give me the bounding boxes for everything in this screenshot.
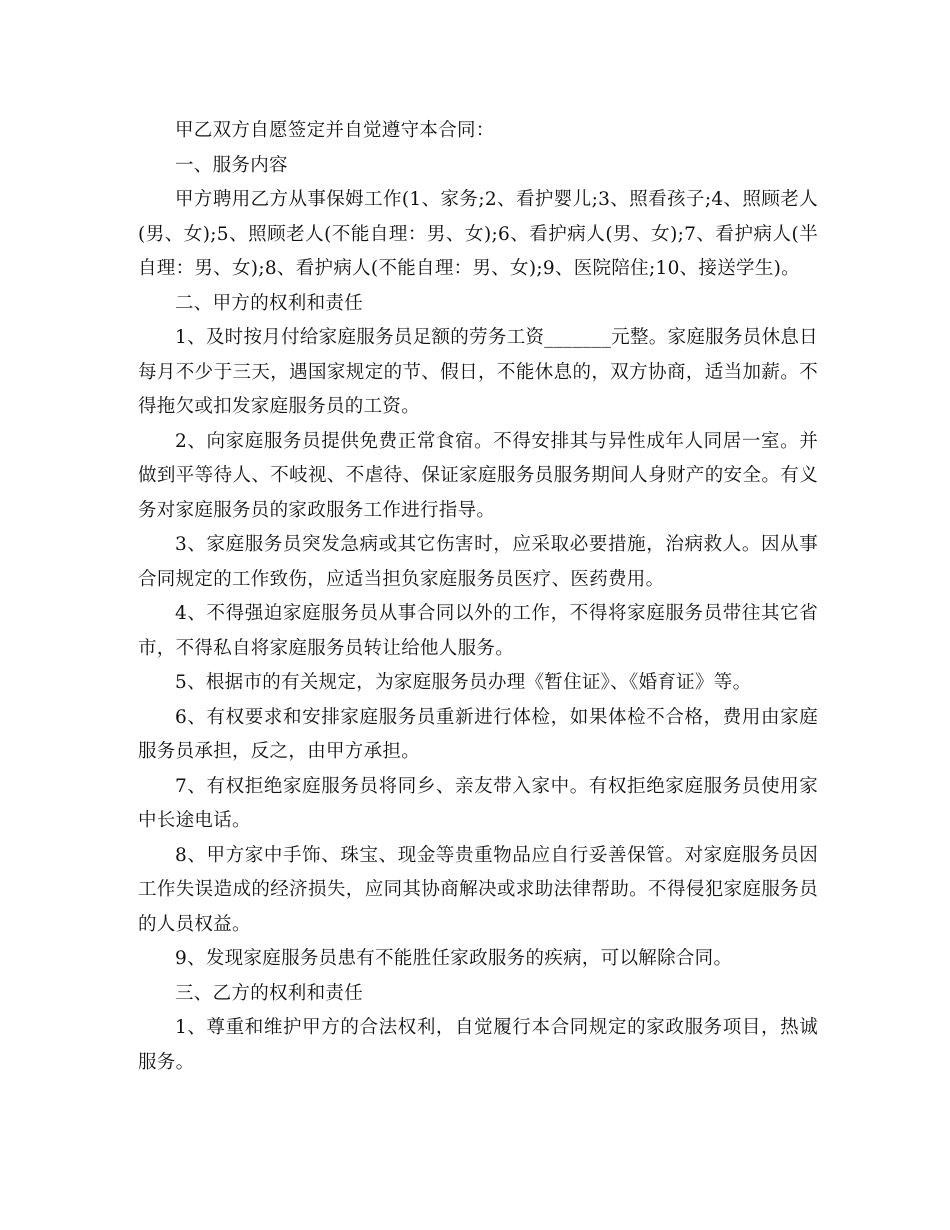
party-a-clause-2: 2、向家庭服务员提供免费正常食宿。不得安排其与异性成年人同居一室。并做到平等待人、不岐视、不虐待、保证家庭服务员服务期间人身财产的安全。有义务对家庭服务员的家政服务工作进行指导。: [138, 430, 818, 521]
party-a-clause-9: 9、发现家庭服务员患有不能胜任家政服务的疾病，可以解除合同。: [175, 948, 733, 969]
party-a-clause-5: 5、根据市的有关规定，为家庭服务员办理《暂住证》、《婚育证》等。: [175, 672, 752, 693]
party-a-clause-1: 1、及时按月付给家庭服务员足额的劳务工资_______元整。家庭服务员休息日每月不少于三天，遇国家规定的节、假日，不能休息的，双方协商，适当加薪。不得拖欠或扣发家庭服务员的工资。: [138, 327, 818, 417]
contract-document: [138, 114, 818, 1080]
party-b-clause-1: 1、尊重和维护甲方的合法权利，自觉履行本合同规定的家政服务项目，热诚服务。: [138, 1017, 818, 1073]
intro-paragraph: 甲乙双方自愿签定并自觉遵守本合同：: [175, 120, 495, 141]
party-a-clause-6: 6、有权要求和安排家庭服务员重新进行体检，如果体检不合格，费用由家庭服务员承担，反之，由甲方承担。: [138, 706, 818, 762]
section-heading-party-b: 三、乙方的权利和责任: [175, 982, 364, 1004]
party-a-clause-3: 3、家庭服务员突发急病或其它伤害时，应采取必要措施，治病救人。因从事合同规定的工作致伤，应适当担负家庭服务员医疗、医药费用。: [138, 534, 818, 590]
party-a-clause-4: 4、不得强迫家庭服务员从事合同以外的工作，不得将家庭服务员带往其它省市，不得私自将家庭服务员转让给他人服务。: [138, 603, 818, 659]
section-heading-party-a: 二、甲方的权利和责任: [175, 292, 364, 314]
section-heading-service-content: 一、服务内容: [175, 154, 288, 176]
service-content-paragraph: 甲方聘用乙方从事保姆工作(1、家务;2、看护婴儿;3、照看孩子;4、照顾老人(男、女);5、照顾老人(不能自理：男、女);6、看护病人(男、女);7、看护病人(半自理：男、女);8、看护病人(不能自理：男、女);9、医院陪住;10、接送学生)。: [138, 189, 818, 279]
party-a-clause-8: 8、甲方家中手饰、珠宝、现金等贵重物品应自行妥善保管。对家庭服务员因工作失误造成的经济损失，应同其协商解决或求助法律帮助。不得侵犯家庭服务员的人员权益。: [138, 844, 818, 935]
party-a-clause-7: 7、有权拒绝家庭服务员将同乡、亲友带入家中。有权拒绝家庭服务员使用家中长途电话。: [138, 775, 818, 831]
